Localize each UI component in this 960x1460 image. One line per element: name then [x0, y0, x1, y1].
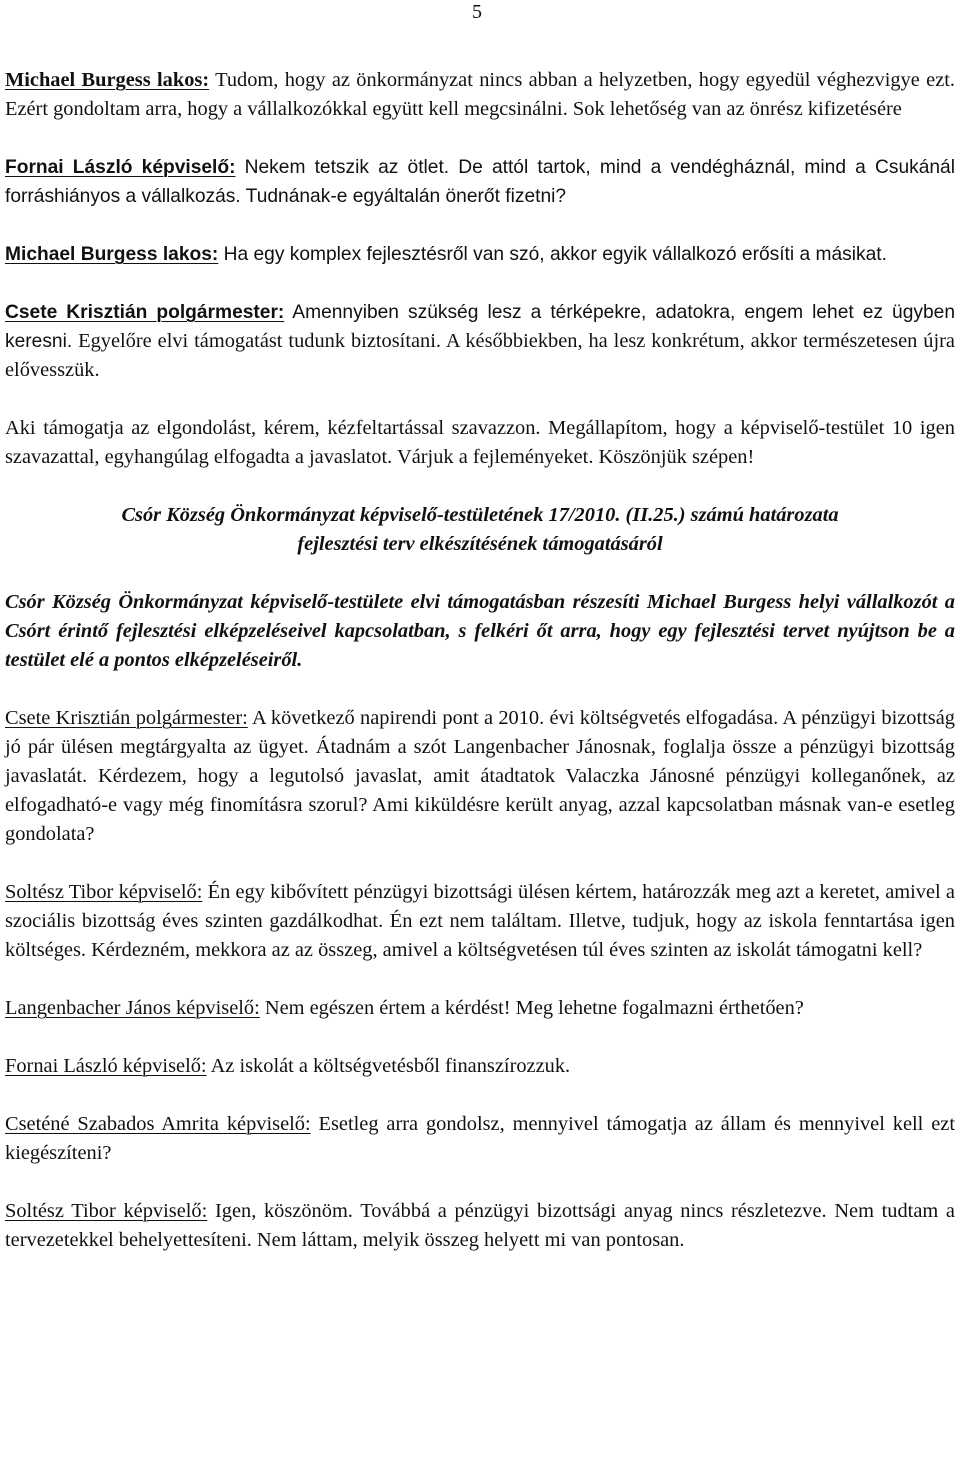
- paragraph-csetene: [5, 1110, 955, 1168]
- paragraph-text: A következő napirendi pont a 2010. évi költségvetés elfogadása. A pénzügyi bizottság jó pár ülésen megtárgyalta az ügyet. Átadnám a szót Langenbacher Jánosnak, foglalja össze a pénzügyi bizottság javaslatát. Kérdezem, hogy a legutolsó javaslat, amit átadtatok Valaczka Jánosné pénzügyi kolleganőnek, az elfogadható-e vagy még finomításra szorul? Ami kiküldésre került anyag, azzal kapcsolatban másnak van-e esetleg gondolata?: [5, 707, 955, 845]
- paragraph-fornai-2: [5, 1052, 955, 1081]
- paragraph-text: Esetleg arra gondolsz, mennyivel támogatja az állam és mennyivel kell ezt kiegészíteni?: [5, 1113, 955, 1164]
- paragraph-text: Nekem tetszik az ötlet. De attól tartok, mind a vendégháznál, mind a Csukánál forráshiányos a vállalkozás.: [5, 157, 955, 207]
- speaker-name: Langenbacher János képviselő:: [5, 997, 260, 1019]
- paragraph-text-tail: Tudnának-e egyáltalán önerőt fizetni?: [240, 186, 567, 207]
- paragraph-text: Nem egészen értem a kérdést! Meg lehetne fogalmazni érthetően?: [259, 997, 804, 1019]
- paragraph-burgess-2: [5, 240, 955, 269]
- resolution-title-line-2: fejlesztési terv elkészítésének támogatásáról: [297, 533, 663, 555]
- paragraph-soltesz-2: [5, 1197, 955, 1255]
- speaker-name: Soltész Tibor képviselő:: [5, 881, 203, 903]
- paragraph-langenbacher: [5, 994, 955, 1023]
- paragraph-text: Amennyiben szükség lesz a térképekre, adatokra, engem lehet ez ügyben keresni.: [5, 302, 955, 352]
- paragraph-csete-1: [5, 298, 955, 385]
- page-number: 5: [472, 1, 482, 23]
- paragraph-text: Igen, köszönöm. Továbbá a pénzügyi bizottsági anyag nincs részletezve. Nem tudtam a tervezetekkel behelyettesíteni. Nem láttam, melyik összeg helyett mi van pontosan.: [5, 1200, 955, 1251]
- speaker-name: Fornai László képviselő:: [5, 157, 236, 178]
- speaker-name: Csete Krisztián polgármester:: [5, 302, 285, 323]
- paragraph-text: Én egy kibővített pénzügyi bizottsági ülésen kértem, határozzák meg azt a keretet, amivel a szociális bizottság éves szinten gazdálkodhat. Én ezt nem találtam. Illetve, tudjuk, hogy az iskola fenntartása igen költséges. Kérdezném, mekkora az az összeg, amivel a költségvetésen túl éves szinten az iskolát támogatni kell?: [5, 881, 955, 961]
- paragraph-text: Az iskolát a költségvetésből finanszírozzuk.: [206, 1055, 571, 1077]
- paragraph-text: Aki támogatja az elgondolást, kérem, kézfeltartással szavazzon. Megállapítom, hogy a képviselő-testület 10 igen szavazattal, egyhangúlag elfogadta a javaslatot. Várjuk a fejleményeket. Köszönjük szépen!: [5, 417, 955, 468]
- speaker-name: Soltész Tibor képviselő:: [5, 1200, 208, 1222]
- speaker-name: Michael Burgess lakos:: [5, 244, 219, 265]
- speaker-name: Fornai László képviselő:: [5, 1055, 207, 1077]
- speaker-name: Cseténé Szabados Amrita képviselő:: [5, 1113, 311, 1135]
- paragraph-soltesz-1: [5, 878, 955, 965]
- resolution-title: [5, 501, 955, 559]
- speaker-name: Csete Krisztián polgármester:: [5, 707, 248, 729]
- document-body: [5, 66, 955, 1284]
- paragraph-fornai-1: [5, 153, 955, 211]
- paragraph-text: Tudom, hogy az önkormányzat nincs abban a helyzetben, hogy egyedül véghezvigye ezt. Ezért gondoltam arra, hogy a vállalkozókkal együtt kell megcsinálni. Sok lehetőség van az önrész kifizetésére: [5, 69, 956, 120]
- paragraph-burgess-1: [5, 66, 955, 124]
- paragraph-text-tail: Egyelőre elvi támogatást tudunk biztosítani. A későbbiekben, ha lesz konkrétum, akkor természetesen újra elővesszük.: [5, 330, 955, 381]
- paragraph-vote: [5, 414, 955, 472]
- speaker-name: Michael Burgess lakos:: [5, 69, 210, 91]
- paragraph-text: Ha egy komplex fejlesztésről van szó, akkor egyik vállalkozó erősíti a másikat.: [218, 244, 887, 265]
- resolution-title-line-1: Csór Község Önkormányzat képviselő-testületének 17/2010. (II.25.) számú határozata: [121, 504, 839, 526]
- resolution-body: Csór Község Önkormányzat képviselő-testülete elvi támogatásban részesíti Michael Burgess helyi vállalkozót a Csórt érintő fejlesztési elképzeléseivel kapcsolatban, s felkéri őt arra, hogy egy fejlesztési tervet nyújtson be a testület elé a pontos elképzeléseiről.: [5, 591, 955, 671]
- paragraph-csete-2: [5, 704, 955, 849]
